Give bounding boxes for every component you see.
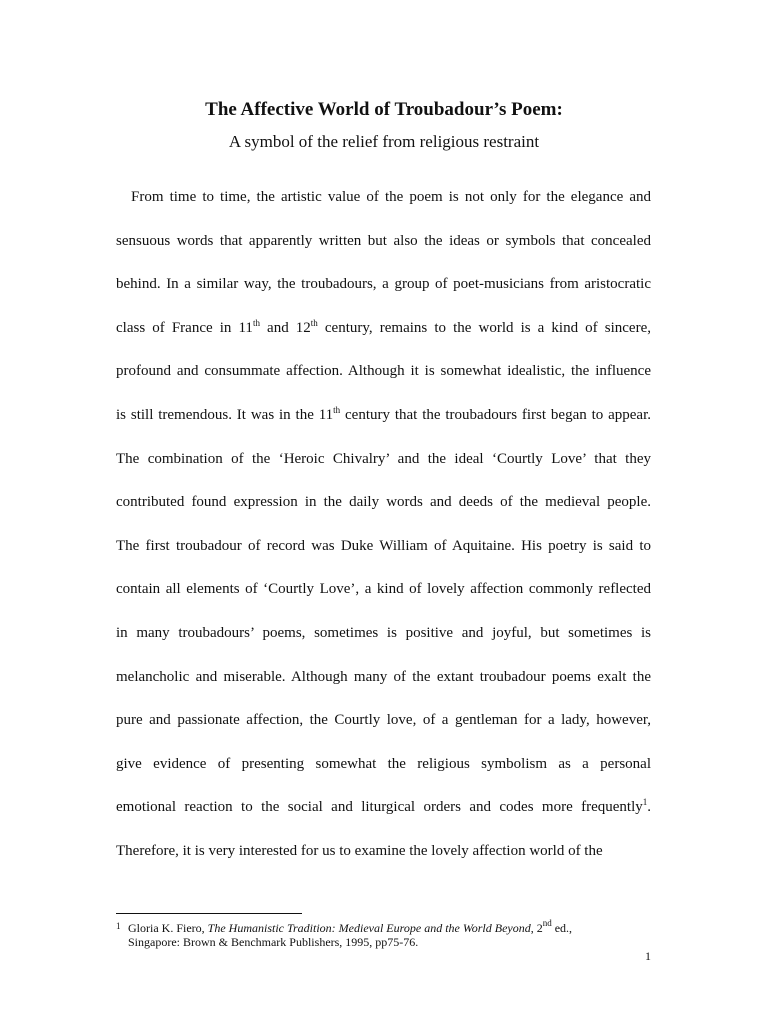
footnote-marker: 1	[116, 921, 121, 931]
text-run: melancholic and miserable. Although many of the extant troubadour poems exalt the	[116, 669, 651, 685]
footnote-work-title: The Humanistic Tradition: Medieval Europe and the World Beyond	[207, 921, 531, 935]
body-line	[116, 318, 651, 338]
text-run: behind. In a similar way, the troubadours, a group of poet-musicians from aristocratic	[116, 276, 651, 292]
text-run: century that the troubadours first began to appear.	[340, 407, 651, 423]
text-run: give evidence of presenting somewhat the religious symbolism as a personal	[116, 756, 651, 772]
body-line	[116, 274, 651, 294]
body-line	[116, 841, 651, 861]
footnote-edition-suffix: ed.,	[551, 921, 573, 935]
text-run: is still tremendous. It was in the 11	[116, 407, 334, 423]
body-line	[116, 623, 651, 643]
superscript: th	[333, 405, 341, 415]
body-line	[116, 492, 651, 512]
text-run: From time to time, the artistic value of the poem is not only for the elegance and	[131, 189, 651, 205]
text-run: century, remains to the world is a kind of sincere,	[317, 320, 651, 336]
footnote-author: Gloria K. Fiero,	[128, 921, 208, 935]
body-line	[116, 449, 651, 469]
superscript: 1	[642, 797, 648, 807]
footnote-line-1	[128, 918, 573, 935]
superscript: th	[310, 318, 318, 328]
document-title: The Affective World of Troubadour’s Poem:	[205, 99, 563, 120]
document-subtitle: A symbol of the relief from religious restraint	[228, 132, 540, 151]
footnote-edition-prefix: , 2	[530, 921, 543, 935]
body-line	[116, 361, 651, 381]
footnote-edition-superscript: nd	[542, 918, 552, 928]
text-run: sensuous words that apparently written but also the ideas or symbols that concealed	[116, 233, 651, 249]
body-line	[116, 405, 651, 425]
footnote-line-2: Singapore: Brown & Benchmark Publishers, 1995, pp75-76.	[128, 935, 419, 949]
text-run: The first troubadour of record was Duke William of Aquitaine. His poetry is said to	[116, 538, 651, 554]
body-line	[116, 797, 651, 817]
text-run: .	[647, 799, 651, 815]
text-run: emotional reaction to the social and liturgical orders and codes more frequently	[116, 799, 643, 815]
body-line	[116, 667, 651, 687]
text-run: The combination of the ‘Heroic Chivalry’ and the ideal ‘Courtly Love’ that they	[116, 451, 651, 467]
body-line	[116, 579, 651, 599]
page-number: 1	[645, 949, 651, 963]
body-line	[116, 231, 651, 251]
body-line	[116, 710, 651, 730]
text-run: class of France in 11	[116, 320, 253, 336]
text-run: Therefore, it is very interested for us to examine the lovely affection world of the	[116, 843, 603, 859]
text-run: contain all elements of ‘Courtly Love’, a kind of lovely affection commonly reflected	[116, 581, 651, 597]
superscript: th	[252, 318, 260, 328]
body-line	[131, 187, 651, 207]
body-line	[116, 536, 651, 556]
body-line	[116, 754, 651, 774]
text-run: and 12	[259, 320, 311, 336]
text-run: contributed found expression in the daily words and deeds of the medieval people.	[116, 494, 651, 510]
text-run: in many troubadours’ poems, sometimes is positive and joyful, but sometimes is	[116, 625, 651, 641]
text-run: profound and consummate affection. Although it is somewhat idealistic, the influence	[116, 363, 651, 379]
footnote-divider	[116, 913, 302, 914]
text-run: pure and passionate affection, the Courtly love, of a gentleman for a lady, however,	[116, 712, 651, 728]
